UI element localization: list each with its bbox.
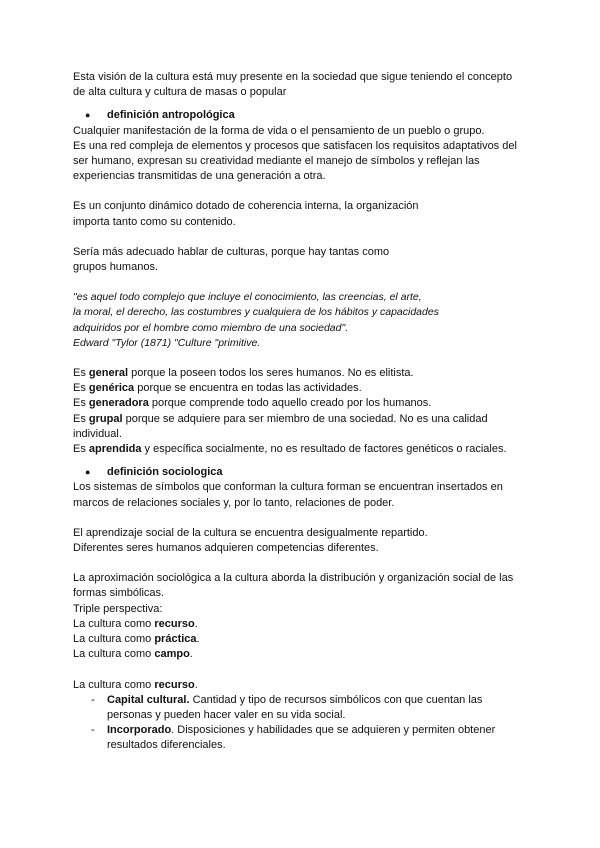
trait-line: Es general porque la poseen todos los seres humanos. No es elitista.	[73, 367, 414, 380]
paragraph: Cualquier manifestación de la forma de vida o el pensamiento de un pueblo o grupo.	[73, 124, 485, 137]
paragraph: formas simbólicas.	[73, 587, 165, 600]
paragraph: grupos humanos.	[73, 261, 158, 274]
paragraph: Diferentes seres humanos adquieren competencias diferentes.	[73, 542, 379, 555]
heading-text: definición sociologica	[107, 466, 223, 479]
trait-line: Es aprendida y específica socialmente, no es resultado de factores genéticos o raciales.	[73, 443, 507, 456]
paragraph: ser humano, expresan su creatividad mediante el manejo de símbolos y reflejan las	[73, 155, 480, 168]
recurso-intro: La cultura como recurso.	[73, 678, 198, 691]
trait-line: Es generadora porque comprende todo aquello creado por los humanos.	[73, 397, 432, 410]
trait-line: Es grupal porque se adquiere para ser miembro de una sociedad. No es una calidad	[73, 412, 488, 425]
paragraph: Es una red compleja de elementos y procesos que satisfacen los requisitos adaptativos del	[73, 139, 517, 152]
paragraph: Sería más adecuado hablar de culturas, porque hay tantas como	[73, 245, 390, 258]
bullet-icon: ●	[85, 467, 91, 478]
quote-line: adquiridos por el hombre como miembro de una sociedad".	[73, 321, 349, 334]
paragraph: importa tanto como su contenido.	[73, 215, 236, 228]
trait-line: individual.	[73, 427, 122, 440]
paragraph: Es un conjunto dinámico dotado de coherencia interna, la organización	[73, 200, 419, 213]
list-item: - Incorporado. Disposiciones y habilidades que se adquieren y permiten obtener resultados diferenciales.	[91, 723, 533, 753]
document-page	[73, 70, 533, 754]
perspective-line: La cultura como recurso.	[73, 617, 198, 630]
paragraph: Los sistemas de símbolos que conforman la cultura forman se encuentran insertados en	[73, 481, 503, 494]
list-item: - Capital cultural. Cantidad y tipo de recursos simbólicos con que cuentan las personas y pueden hacer valer en su vida social.	[91, 693, 533, 723]
quote-line: la moral, el derecho, las costumbres y cualquiera de los hábitos y capacidades	[73, 306, 439, 319]
perspective-line: La cultura como campo.	[73, 648, 193, 661]
paragraph: marcos de relaciones sociales y, por lo tanto, relaciones de poder.	[73, 496, 395, 509]
heading-antropologica	[85, 108, 533, 123]
paragraph: El aprendizaje social de la cultura se encuentra desigualmente repartido.	[73, 526, 428, 539]
heading-sociologica	[85, 465, 533, 480]
perspective-line: La cultura como práctica.	[73, 633, 200, 646]
trait-line: Es genérica porque se encuentra en todas las actividades.	[73, 382, 362, 395]
paragraph: experiencias transmitidas de una generación a otra.	[73, 170, 326, 183]
intro-line: Esta visión de la cultura está muy presente en la sociedad que sigue teniendo el concepto	[73, 71, 513, 83]
intro-line: de alta cultura y cultura de masas o popular	[73, 86, 287, 99]
quote-line: "es aquel todo complejo que incluye el conocimiento, las creencias, el arte,	[73, 291, 422, 304]
bullet-icon: ●	[85, 110, 91, 121]
dash-marker: -	[91, 724, 95, 737]
quote-citation: Edward "Tylor (1871) "Culture "primitive.	[73, 336, 261, 349]
paragraph: Triple perspectiva:	[73, 602, 163, 615]
dash-marker: -	[91, 693, 95, 706]
paragraph: La aproximación sociológica a la cultura aborda la distribución y organización social de las	[73, 572, 514, 585]
heading-text: definición antropológica	[107, 109, 235, 122]
